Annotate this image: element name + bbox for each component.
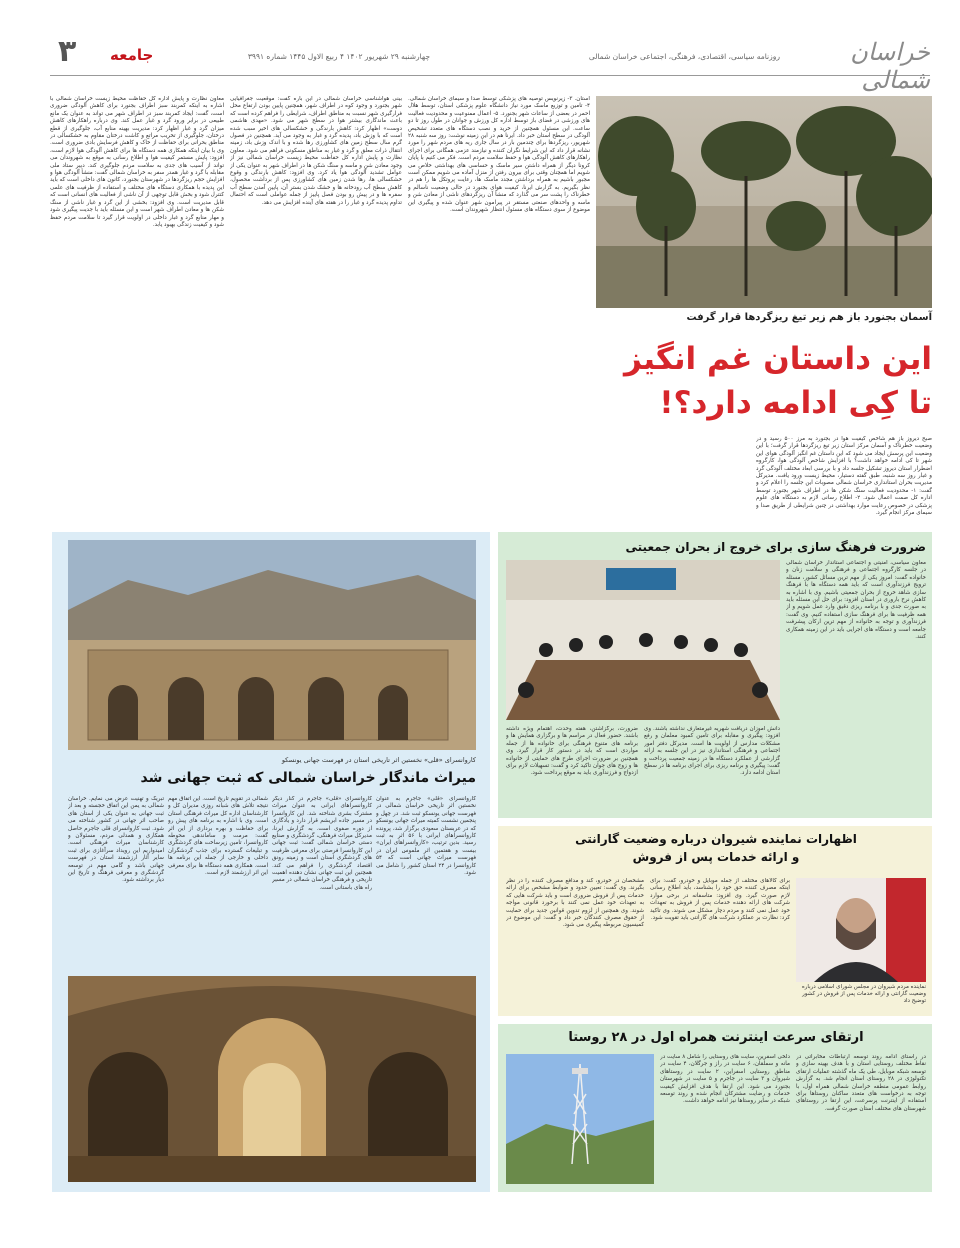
dusty-sky-photo (596, 96, 932, 308)
dusty-city-illustration (596, 96, 932, 308)
heritage-headline: میراث ماندگار خراسان شمالی که ثبت جهانی شد (140, 770, 476, 786)
masthead (50, 32, 930, 94)
cell-tower-photo (506, 1054, 654, 1184)
portrait-illustration (796, 878, 926, 982)
heritage-column-d: تبریک و تهنیت عرض می نمایم. خراسان شمالی به یمن این اتفاق خجسته و بعد از ثبت جهانی به عنوان یکی از استان های صاحب اثر جهانی در کشور شناخته می شود. ثبت کاروانسرای قلی جاجرم حاصل همکاری و همدلی مردم، مسئولان و کارشناسان میراث فرهنگی است. امیدواریم این رویداد سرآغازی برای ثبت سایر آثار ارزشمند استان در فهرست جهانی باشد و گامی مهم در توسعه گردشگری و معرفی فرهنگ و تاریخ این دیار برداشته شود. (68, 796, 164, 884)
lead-column-a2 (596, 436, 750, 522)
tagline: روزنامه سیاسی، اقتصادی، فرهنگی، اجتماعی خراسان شمالی (588, 52, 780, 61)
mp-portrait-photo (796, 878, 926, 982)
culture-column-a: معاون سیاسی، امنیتی و اجتماعی استاندار خراسان شمالی در جلسه کارگروه اجتماعی و فرهنگی و سلامت زنان و خانواده گفت: امروز یکی از مهم ترین مسائل کشور، مسئله ترویج فرزندآوری است که باید همه دستگاه ها با فرهنگ سازی شاهد خروج از بحران جمعیتی باشیم. وی با اشاره به کاهش نرخ باروری در استان افزود: برای حل این مسئله باید به صورت جدی و با برنامه ریزی دقیق وارد عمل شویم و از همه ظرفیت ها برای فرهنگ سازی استفاده کنیم. وی گفت: فرزندآوری و توجه به خانواده از مهم ترین ارکان پیشرفت جامعه است و دستگاه های اجرایی باید در این زمینه همکاری کنند. (786, 560, 926, 641)
vault-illustration (68, 976, 476, 1182)
lead-headline-1: این داستان غم انگیز (623, 341, 932, 377)
heritage-column-c: شمالی در تقویم تاریخ است. این اتفاق مهم نتیجه تلاش های شبانه روزی مدیران کل و کارشناسان اداره کل میراث فرهنگی استان است. وی با اشاره به برنامه های پیش رو برای حفاظت و بهره برداری از این اثر گفت: مرمت و ساماندهی محوطه کاروانسرا، تامین زیرساخت های گردشگری و تبلیغات گسترده برای جذب گردشگران داخلی و خارجی از جمله این برنامه ها است. همکاری همه دستگاه ها برای معرفی این اثر ارزشمند لازم است. (168, 796, 268, 877)
guarantee-headline-1: اظهارات نماینده شیروان درباره وضعیت گارانتی (575, 832, 857, 846)
guarantee-caption: نماینده مردم شیروان در مجلس شورای اسلامی درباره وضعیت گارانتی و ارائه خدمات پس از فروش در کشور توضیح داد (801, 984, 926, 1004)
heritage-column-b: کاروانسرای «قلی» جاجرم در کنار دیگر کاروانسراهای ایرانی به عنوان میراث مشترک بشری شناخته شد. این کاروانسرا در مسیر جاده ابریشم قرار دارد و یادگاری از دوره صفوی است. به گزارش ایرنا، مدیرکل میراث فرهنگی، گردشگری و صنایع دستی خراسان شمالی گفت: ثبت جهانی این کاروانسرا فرصتی برای معرفی ظرفیت های گردشگری استان است و زمینه رونق اقتصاد گردشگری را فراهم می کند. همچنین این ثبت جهانی نشان دهنده اهمیت تاریخی و فرهنگی خراسان شمالی در مسیر راه های باستانی است. (272, 796, 372, 891)
lead-column-d: معاون نظارت و پایش اداره کل حفاظت محیط زیست خراسان شمالی با اشاره به اینکه کمربند سبز اطراف بجنورد برای کاهش آلودگی ضروری است، گفت: ایجاد کمربند سبز در اطراف شهر می تواند به عنوان یک مانع طبیعی در برابر ورود گرد و غبار عمل کند. وی درباره راهکارهای کاهش میزان گرد و غبار اظهار کرد: مدیریت بهینه منابع آب، جلوگیری از قطع درختان، جلوگیری از تخریب مراتع و کاشت درختان مقاوم به خشکسالی در مناطق بحرانی برای حفاظت از خاک و کاهش فرسایش بادی ضروری است. وی با بیان اینکه همکاری همه دستگاه ها برای کاهش آلودگی هوا لازم است، افزود: پایش مستمر کیفیت هوا و اطلاع رسانی به موقع به شهروندان می تواند از آسیب های جدی به سلامت مردم جلوگیری کند. دبیر ستاد ملی مقابله با گرد و غبار همدر سفر به خراسان شمالی گفت: منشأ آلودگی هوا و افزایش حجم ریزگردها در شهرستان بجنورد، کانون های داخلی است که باید این پدیده با همکاری دستگاه های مختلف و استفاده از ظرفیت های علمی کنترل شود و بخش قابل توجهی از آن ناشی از فعالیت های انسانی است که قابل مدیریت است. وی افزود: بخشی از این گرد و غبار ناشی از سنگ شکن ها و معادن اطراف شهر است و این مسئله باید با جدیت پیگیری شود و مهار منابع گرد و غبار داخلی در اولویت قرار گیرد تا سلامت مردم حفظ شود و کیفیت زندگی بهبود یابد. (50, 96, 224, 228)
caravanserai-photo (68, 540, 476, 750)
lead-kicker: آسمان بجنورد باز هم زیر تیغ ریزگردها قرار گرفت (686, 312, 932, 323)
vault-interior-photo (68, 976, 476, 1182)
lead-headline-2: تا کِی ادامه دارد؟! (659, 385, 932, 421)
internet-column-a: در راستای ادامه روند توسعه ارتباطات مخابراتی در نقاط مختلف روستایی استان و با هدف بهینه سازی و توسعه شبکه موبایل، طی یک ماه گذشته عملیات ارتقای تکنولوژی در ۲۸ روستای استان انجام شد. به گزارش روابط عمومی منطقه خراسان شمالی همراه اول، با توجه به درخواست های متعدد ساکنان روستاها برای استفاده از اینترنت پرسرعت، این ارتقا در روستاهای شهرستان های مختلف استان صورت گرفت. (796, 1054, 926, 1112)
page-number: ۳ (58, 34, 77, 69)
lead-column-c: بینی هواشناسی خراسان شمالی در این باره گفت: موقعیت جغرافیایی شهر بجنورد و وجود کوه در اطراف شهر، همچنین پایین بودن ارتفاع محل فرارگیری شهر نسبت به مناطق اطراف، شرایطی را فراهم کرده است که باعث ماندگاری بیشتر هوا در سطح شهر می شود. «مهدی هاشمی دوست» اظهار کرد: کاهش بارندگی و خشکسالی های اخیر سبب شده است که با وزش باد، پدیده گرد و غبار به وجود می آید. همچنین در فصول گرم سال سطح زمین های کشاورزی رها شده و با اندک وزش باد، زمینه انتقال ذرات معلق و گرد و غبار به مناطق مسکونی فراهم می شود. معاون نظارت و پایش اداره کل حفاظت محیط زیست خراسان شمالی نیز از وجود معادن شن و ماسه و سنگ شکن ها در اطراف شهر به عنوان یکی از عوامل تشدید آلودگی هوا یاد کرد. وی افزود: کاهش بارندگی و وقوع خشکسالی ها، رها شدن زمین های کشاورزی پس از برداشت محصول، کاهش سطح آب رودخانه ها و خشک شدن بستر آن، پایین آمدن سطح آب سفره ها و در پیش رو بودن فصل پاییز از جمله عواملی است که احتمال تداوم پدیده گرد و غبار را در هفته های آینده افزایش می دهد. (230, 96, 402, 206)
culture-headline: ضرورت فرهنگ سازی برای خروج از بحران جمعیتی (625, 540, 926, 554)
section-label: جامعه (110, 46, 154, 64)
culture-column-b: ضرورت، برگزاشتن، هفته وحدت، اهتمام ویژه داشته باشند. حضور فعال در مراسم ها و برگزاری همایش ها و برنامه های متنوع فرهنگی برای خانواده ها از جمله مواردی است که باید در دستور کار قرار گیرد. وی همچنین بر ضرورت اجرای طرح های حمایتی از خانواده ها و زوج های جوان تاکید کرد و گفت: تسهیلات لازم برای ازدواج و فرزندآوری باید به موقع پرداخت شود. (506, 726, 638, 777)
meeting-room-illustration (506, 560, 780, 720)
guarantee-column-a: برای کالاهای مختلف از جمله موبایل و خودرو، گفت: برای اینکه مصرف کننده حق خود را بشناسد، باید اطلاع رسانی لازم صورت گیرد. وی افزود: متاسفانه در برخی موارد شرکت های ارائه دهنده خدمات پس از فروش به تعهدات خود عمل نمی کنند و مردم دچار مشکل می شوند. وی تاکید کرد: نظارت بر عملکرد شرکت های گارانتی باید تقویت شود. (650, 878, 790, 922)
lead-column-a: صبح دیروز باز هم شاخص کیفیت هوا در بجنورد به مرز ۵۰۰ رسید و در وضعیت خطرناک و آسمان مرکز استان زیر تیغ ریزگردها قرار گرفت؛ با این وضعیت این پرسش ایجاد می شود که این داستان غم انگیز آلودگی هوای این شهر تا کی ادامه خواهد داشت؟ با افزایش شاخص آلودگی هوا، کارگروه اضطرار استان دیروز تشکیل جلسه داد و با بررسی ابعاد مختلف آلودگی گرد و غبار روز سه شنبه، طبق گفته دستیار، محیط زیست ورود یافت. مدیرکل مدیریت بحران استانداری خراسان شمالی مصوبات این جلسه را اعلام کرد و گفت: ۱- محدودیت فعالیت سنگ شکن ها در اطراف شهر بجنورد توسط اداره کل صمت اعمال شود. ۲- اطلاع رسانی لازم به دستگاه های علوم پزشکی در خصوص رعایت موارد بهداشتی در چنین شرایطی از طریق صدا و سیمای مرکز انجام گیرد. (756, 436, 932, 517)
internet-headline: ارتقای سرعت اینترنت همراه اول در ۲۸ روستا (568, 1030, 864, 1045)
meeting-photo (506, 560, 780, 720)
internet-column-b: دلخی اسفرین، سایت های روستایی را شامل ۸ سایت در مانه و سملقان، ۶ سایت در راز و جرگلان، ۴ سایت در مناطق روستایی اسفراین، ۲ سایت در روستاهای شیروان و ۳ سایت در جاجرم و ۵ سایت در شهرستان بجنورد می شود. این ارتقا با هدف افزایش کیفیت خدمات و رضایت مشترکان انجام شده و روند توسعه شبکه در سایر روستاها نیز ادامه خواهد داشت. (660, 1054, 790, 1105)
heritage-caption: کاروانسرای «قلی» نخستین اثر تاریخی استان در فهرست جهانی یونسکو (281, 756, 476, 764)
lead-column-b: استان. ۳- زیرنویس توصیه های پزشکی توسط صدا و سیمای خراسان شمالی. ۴- تامین و توزیع ماسک مورد نیاز دانشگاه علوم پزشکی استان، توسط هلال احمر در بعضی از ساعات شهر بجنورد. ۵- اعمال ممنوعیت و محدودیت فعالیت های ورزشی در فضای باز توسط اداره کل ورزش و جوانان در طول روز تا دو ساعت. این مسئول همچنین از خرید و نصب دستگاه های متعدد تشخیص آلودگی در سطح استان خبر داد. ایرنا هم در این زمینه نوشت: روز سه شنبه ۲۸ شهریور، ریزگردها برای چندمین بار در سال جاری ریه های مردم شهر را مورد نشانه قرار داد که این شرایط نگران کننده و نیازمند عزمی همگانی برای اجرای راهکارهای کاهش آلودگی هوا و حفظ سلامت مردم است. فکر می کنیم با پایان کرونا دیگر از همراه داشتن سیر ماسک و حساسی های بهداشتی خلاص می شویم اما همچنان وقتی برای بیرون رفتن از منزل آماده می شویم ممکن است مجبور باشیم به همراه برداشتن مجدد ماسک ها، رعایت پروتکل ها را هم در نظر بگیریم. به گزارش ایرنا، کیفیت هوای بجنورد در حالی وضعیت ناسالم و خطرناک را پشت سر می گذارد که منشأ آن ریزگردهای ناشی از معادن شن و ماسه و واحدهای صنعتی مستقر در پیرامون شهر عنوان شده و پیگیری این موضوع از سوی دستگاه های مسئول انتظار شهروندان است. (408, 96, 590, 214)
guarantee-column-b: مشخصان در خودرو، کند و مدافع مصرف کننده را در نظر بگیرند. وی گفت: تعیین حدود و ضوابط مشخص برای ارائه خدمات پس از فروش ضروری است و باید شرکت هایی که به تعهدات خود عمل نمی کنند با برخورد قانونی مواجه شوند. وی همچنین از لزوم تدوین قوانین جدید برای حمایت از حقوق مصرف کنندگان خبر داد و گفت: این موضوع در کمیسیون مربوطه پیگیری می شود. (506, 878, 644, 929)
culture-column-c: دانش آموزان دریافت شهریه غیرمتعارف نداشته باشند. وی افزود: پیگیری و مقابله برای تامین کمبود معلمان و رفع مشکلات مدارس از اولویت ها است. مدیرکل دفتر امور اجتماعی و فرهنگی استانداری نیز در این جلسه به ارائه گزارشی از عملکرد دستگاه ها در زمینه جمعیت پرداخت و گفت: پیگیری و برنامه ریزی برای اجرای برنامه ها در سطح استان ادامه دارد. (644, 726, 780, 777)
newspaper-logo: خراسان شمالی (850, 38, 930, 94)
date-line: چهارشنبه ۲۹ شهریور ۱۴۰۲ ۴ ربیع الاول ۱۴۴۵ شماره ۳۹۹۱ (247, 52, 430, 61)
tower-illustration (506, 1054, 654, 1184)
caravanserai-illustration (68, 540, 476, 750)
heritage-column-a: کاروانسرای «قلی» جاجرم به عنوان نخستین اثر تاریخی خراسان شمالی در فهرست جهانی یونسکو ثبت شد. در چهل و پنجمین نشست کمیته میراث جهانی یونسکو که در عربستان سعودی برگزار شد، پرونده کاروانسراهای ایرانی با ۵۶ اثر به ثبت رسید. بدین ترتیب، «کاروانسراهای ایران» بیست و هفتمین اثر ملموس ایران در فهرست میراث جهانی است که ۵۴ کاروانسرا در ۲۴ استان کشور را شامل می شود. (376, 796, 476, 877)
guarantee-headline-2: و ارائه خدمات پس از فروش (632, 850, 800, 864)
